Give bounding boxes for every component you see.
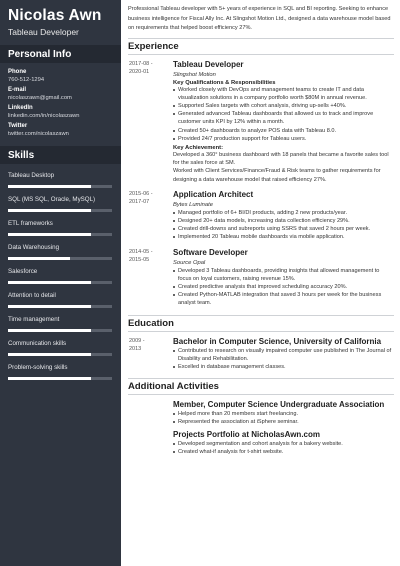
skill-bar-fill [8, 185, 91, 188]
skills-heading: Skills [0, 146, 121, 164]
list-item: Represented the association at iSphere seminar. [173, 418, 394, 426]
achievement-heading: Key Achievement: [173, 144, 224, 151]
achievement-text: Worked with Client Services/Finance/Fraud & Risk teams to gather requirements for designing a data warehouse model that raised efficiency 27%. [173, 168, 381, 183]
skill-name: Time management [8, 316, 60, 323]
skill-bar [8, 281, 112, 284]
list-item: Worked closely with DevOps and management teams to create IT and data visualization solutions in a company portfolio worth $80M in annual revenue. [173, 86, 394, 102]
personal-info [0, 63, 121, 137]
company-name: Source Opal [173, 259, 206, 266]
skill-item [8, 268, 113, 284]
list-item: Contributed to research on visually impaired computer use published in The Journal of Disability and Rehabilitation. [173, 347, 394, 363]
skill-bar-fill [8, 305, 91, 308]
skill-item [8, 196, 113, 212]
summary: Professional Tableau developer with 5+ years of experience in SQL and BI reporting. Seeking to enhance business intelligence for Fiscal Ally Inc. At Slingshot Motion Ltd., designed a data warehouse model based on requirements that helped boost efficiency 27%. [128, 6, 391, 31]
job-end: 2017-07 [129, 198, 150, 205]
skill-item [8, 220, 113, 236]
education-end: 2013 [129, 345, 142, 352]
education-body [173, 337, 394, 372]
list-item: Managed portfolio of 6+ BI/DI products, adding 2 new products/year. [173, 209, 394, 217]
candidate-name: Nicolas Awn [8, 7, 102, 24]
education-start: 2009 - [129, 337, 145, 344]
education-heading: Education [128, 315, 394, 332]
skill-bar-fill [8, 209, 91, 212]
skill-bar [8, 257, 112, 260]
list-item: Implemented 20 Tableau mobile dashboards via mobile application. [173, 233, 394, 241]
skills-list [0, 172, 121, 380]
main-content [121, 0, 400, 566]
company-name: Slingshot Motion [173, 71, 216, 78]
skill-item [8, 244, 113, 260]
twitter-label: Twitter [8, 123, 28, 129]
skill-item [8, 316, 113, 332]
job-dates [128, 248, 173, 308]
list-item: Developed segmentation and cohort analysis for a bakery website. [173, 440, 394, 448]
skill-name: SQL (MS SQL, Oracle, MySQL) [8, 196, 96, 203]
education-list [173, 347, 394, 372]
activity-date-spacer [128, 400, 173, 456]
job-start: 2014-05 - [129, 248, 153, 255]
phone-label: Phone [8, 69, 27, 75]
email-label: E-mail [8, 87, 27, 93]
job-start: 2017-08 - [129, 60, 153, 67]
skill-bar [8, 185, 112, 188]
job-start: 2015-06 - [129, 190, 153, 197]
activity-entry [128, 400, 394, 456]
activities-heading: Additional Activities [128, 378, 394, 395]
education-entry [128, 337, 394, 372]
skill-item [8, 340, 113, 356]
list-item: Created what-if analysis for t-shirt website. [173, 448, 394, 456]
skill-bar-fill [8, 233, 91, 236]
responsibilities-list [173, 86, 394, 143]
list-item: Designed 20+ data models, increasing data collection efficiency 29%. [173, 217, 394, 225]
list-item: Created 50+ dashboards to analyze POS data with Tableau 8.0. [173, 127, 394, 135]
skill-bar-fill [8, 257, 70, 260]
twitter-value[interactable]: twitter.com/nicolaszawn [8, 131, 69, 137]
sidebar [0, 0, 121, 566]
skill-bar [8, 353, 112, 356]
job-title: Application Architect [173, 189, 254, 199]
skill-bar-fill [8, 353, 91, 356]
skill-bar [8, 305, 112, 308]
degree-title: Bachelor in Computer Science, University of California [173, 336, 382, 346]
skill-bar [8, 329, 112, 332]
job-entry [128, 248, 394, 308]
skill-bar-fill [8, 377, 91, 380]
skill-name: Salesforce [8, 268, 38, 275]
job-body [173, 60, 394, 184]
skill-name: ETL frameworks [8, 220, 53, 227]
personal-info-heading: Personal Info [0, 45, 121, 63]
responsibilities-list [173, 267, 394, 308]
job-dates [128, 60, 173, 184]
header [0, 0, 121, 43]
responsibilities-list [173, 209, 394, 242]
phone-value: 760-512-1294 [8, 77, 45, 83]
company-name: Bytes Luminate [173, 201, 213, 208]
list-item: Generated advanced Tableau dashboards that allowed us to track and improve customer units KPI by 12% within a month. [173, 110, 394, 126]
skill-name: Problem-solving skills [8, 364, 68, 371]
email-value[interactable]: nicolaszawn@gmail.com [8, 95, 72, 101]
activity-body [173, 400, 394, 456]
skill-item [8, 292, 113, 308]
skill-name: Communication skills [8, 340, 67, 347]
skill-item [8, 172, 113, 188]
skill-bar [8, 209, 112, 212]
activity-list [173, 410, 394, 426]
skill-name: Attention to detail [8, 292, 56, 299]
list-item: Created drill-downs and subreports using SSRS that saved 2 hours per week. [173, 225, 394, 233]
activity-title: Member, Computer Science Undergraduate Association [173, 400, 385, 410]
activity-list [173, 440, 394, 456]
skill-name: Tableau Desktop [8, 172, 55, 179]
job-body [173, 248, 394, 308]
list-item: Created Python-MATLAB integration that saved 3 hours per week for the business analyst team. [173, 291, 394, 307]
skill-item [8, 364, 113, 380]
skill-name: Data Warehousing [8, 244, 60, 251]
list-item: Supported Sales targets with cohort analysis, driving up-sells +40%. [173, 102, 394, 110]
candidate-title: Tableau Developer [8, 27, 79, 37]
experience-heading: Experience [128, 38, 394, 55]
job-end: 2015-05 [129, 256, 150, 263]
job-entry [128, 190, 394, 242]
list-item: Developed 3 Tableau dashboards, providing insights that allowed management to focus on loyal customers, raising revenue 15%. [173, 267, 394, 283]
linkedin-value[interactable]: linkedin.com/in/nicolaszawn [8, 113, 80, 119]
job-body [173, 190, 394, 242]
achievement-text: Developed a 360° business dashboard with 18 panels that became a favorite sales tool for the sales force at SM. [173, 151, 389, 167]
activity-title: Projects Portfolio at NicholasAwn.com [173, 429, 320, 439]
list-item: Excelled in database management classes. [173, 363, 394, 371]
job-title: Software Developer [173, 247, 248, 257]
job-end: 2020-01 [129, 68, 150, 75]
linkedin-label: LinkedIn [8, 105, 33, 111]
skill-bar [8, 233, 112, 236]
list-item: Created predictive analysis that improved scheduling accuracy 20%. [173, 283, 394, 291]
skill-bar-fill [8, 281, 91, 284]
skill-bar [8, 377, 112, 380]
list-item: Provided 24/7 production support for Tableau users. [173, 135, 394, 143]
job-entry [128, 60, 394, 184]
responsibilities-heading: Key Qualifications & Responsibilities [173, 79, 276, 86]
list-item: Helped more than 20 members start freelancing. [173, 410, 394, 418]
job-dates [128, 190, 173, 242]
job-title: Tableau Developer [173, 59, 244, 69]
education-dates [128, 337, 173, 372]
skill-bar-fill [8, 329, 91, 332]
